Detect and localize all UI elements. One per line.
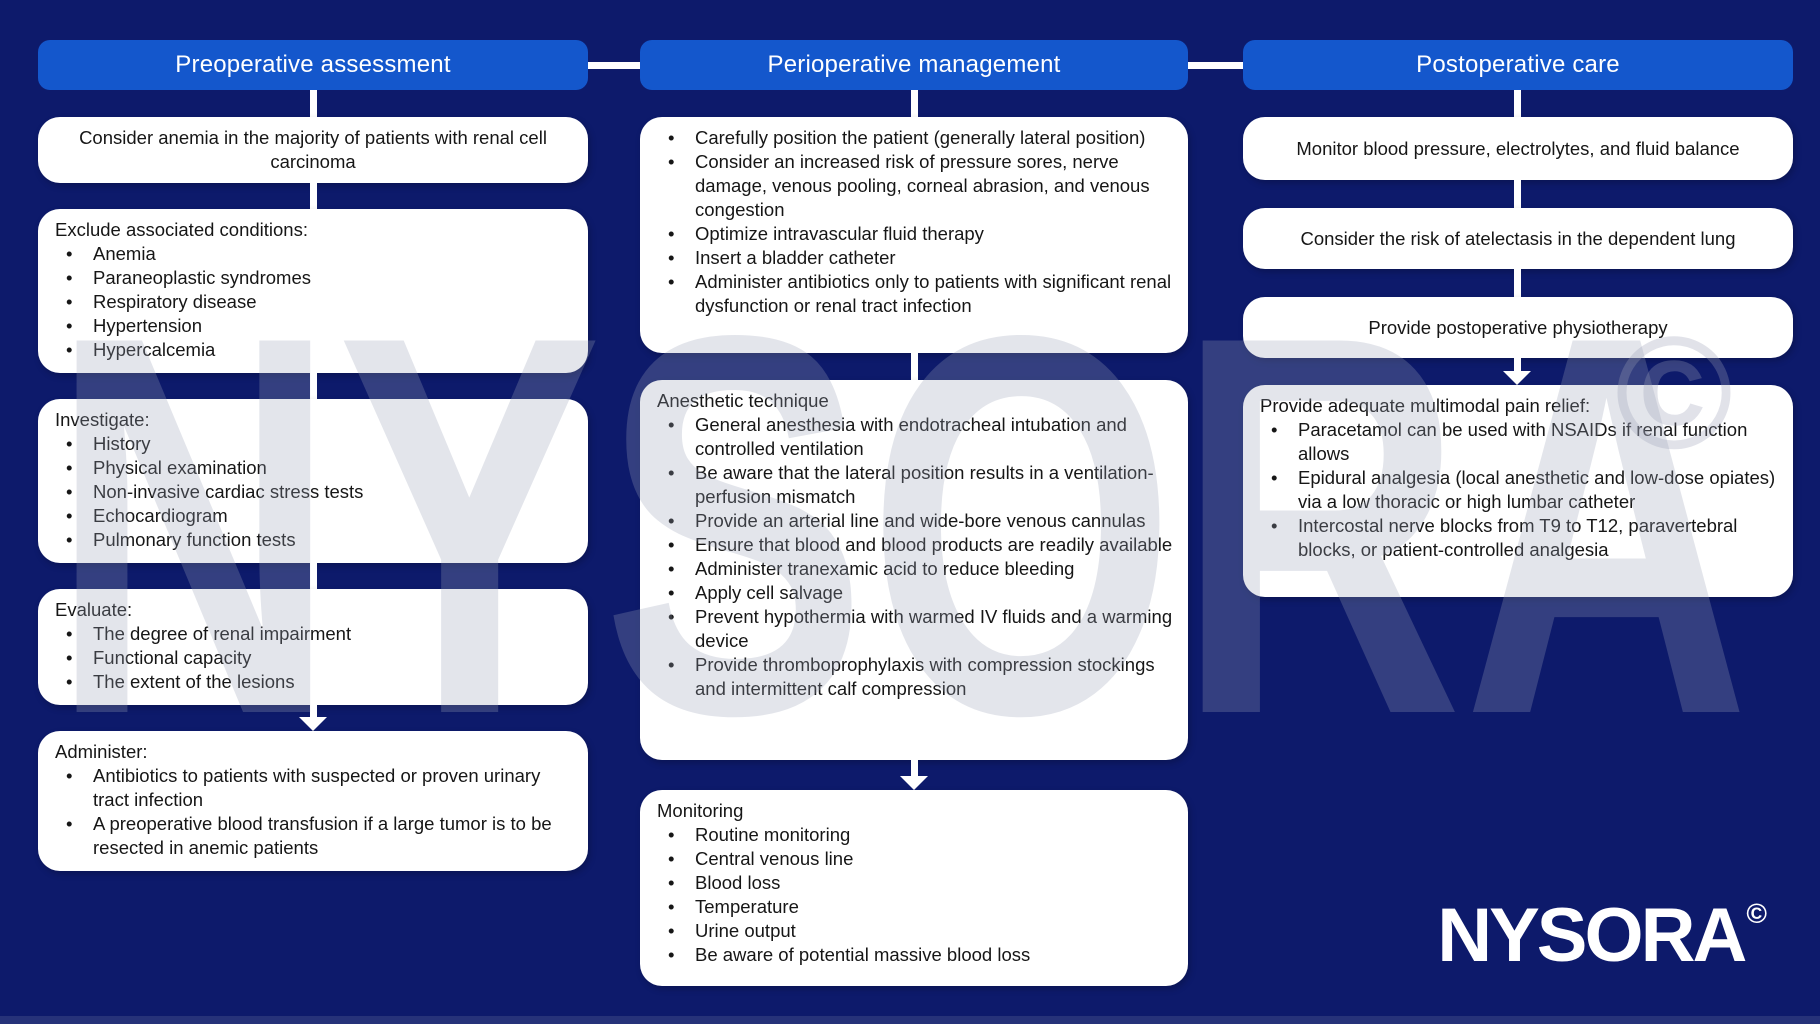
bullet-item: • Central venous line xyxy=(657,847,1174,871)
box-title: Exclude associated conditions: xyxy=(55,219,308,240)
flow-box-evaluate xyxy=(38,589,588,705)
bullet-item: • Anemia xyxy=(55,242,574,266)
bullet-item: • Temperature xyxy=(657,895,1174,919)
bullet-item: • Carefully position the patient (generally lateral position) xyxy=(657,126,1174,150)
connector-line xyxy=(911,353,918,380)
column-header-postoperative-care: Postoperative care xyxy=(1243,40,1793,90)
bullet-item: • Be aware of potential massive blood loss xyxy=(657,943,1174,967)
flow-box-physiotherapy xyxy=(1243,297,1793,358)
bullet-list xyxy=(657,823,1174,967)
flow-box-consider-anemia xyxy=(38,117,588,183)
box-title: Administer: xyxy=(55,741,148,762)
flow-box-administer xyxy=(38,731,588,871)
bullet-item: • Physical examination xyxy=(55,456,574,480)
bullet-item: • Urine output xyxy=(657,919,1174,943)
bullet-item: • Optimize intravascular fluid therapy xyxy=(657,222,1174,246)
bullet-item: • Echocardiogram xyxy=(55,504,574,528)
flow-box-investigate xyxy=(38,399,588,563)
box-title: Investigate: xyxy=(55,409,150,430)
connector-line xyxy=(310,183,317,209)
box-text: Provide postoperative physiotherapy xyxy=(1368,316,1668,338)
bullet-item: • Provide thromboprophylaxis with compression stockings and intermittent calf compression xyxy=(657,653,1174,701)
bullet-item: • Hypertension xyxy=(55,314,574,338)
bullet-list xyxy=(55,764,574,860)
flow-box-exclude-conditions xyxy=(38,209,588,373)
down-arrow-icon xyxy=(1503,371,1531,385)
flow-box-anesthetic-technique xyxy=(640,380,1188,760)
flow-box-positioning xyxy=(640,117,1188,353)
connector-line xyxy=(1514,269,1521,297)
watermark-copyright-icon: © xyxy=(1615,303,1733,482)
connector-line xyxy=(911,90,918,117)
bullet-list xyxy=(55,622,574,694)
connector-line xyxy=(1514,90,1521,117)
flow-box-monitoring xyxy=(640,790,1188,986)
bullet-item: • General anesthesia with endotracheal intubation and controlled ventilation xyxy=(657,413,1174,461)
box-title: Anesthetic technique xyxy=(657,390,829,411)
down-arrow-icon xyxy=(299,717,327,731)
bullet-item: • Hypercalcemia xyxy=(55,338,574,362)
bullet-item: • Paracetamol can be used with NSAIDs if renal function allows xyxy=(1260,418,1779,466)
bullet-item: • Respiratory disease xyxy=(55,290,574,314)
box-text: Consider the risk of atelectasis in the dependent lung xyxy=(1300,227,1736,249)
bullet-list xyxy=(1260,418,1779,562)
bullet-item: • Be aware that the lateral position results in a ventilation-perfusion mismatch xyxy=(657,461,1174,509)
column-header-preoperative-assessment: Preoperative assessment xyxy=(38,40,588,90)
box-text: Consider anemia in the majority of patients with renal cell carcinoma xyxy=(79,127,547,172)
bullet-item: • Functional capacity xyxy=(55,646,574,670)
box-text: Monitor blood pressure, electrolytes, and fluid balance xyxy=(1296,137,1740,159)
header-connector-line xyxy=(1188,62,1243,69)
watermark-text: NYSORA xyxy=(50,224,1750,827)
bullet-item: • Consider an increased risk of pressure sores, nerve damage, venous pooling, corneal abrasion, and venous congestion xyxy=(657,150,1174,222)
flow-box-atelectasis xyxy=(1243,208,1793,269)
bullet-list xyxy=(55,242,574,362)
bullet-item: • Prevent hypothermia with warmed IV fluids and a warming device xyxy=(657,605,1174,653)
down-arrow-icon xyxy=(900,776,928,790)
flow-box-pain-relief xyxy=(1243,385,1793,597)
box-title: Evaluate: xyxy=(55,599,133,620)
nysora-logo xyxy=(1437,893,1767,978)
bullet-item: • Insert a bladder catheter xyxy=(657,246,1174,270)
column-header-perioperative-management: Perioperative management xyxy=(640,40,1188,90)
bullet-item: • Antibiotics to patients with suspected or proven urinary tract infection xyxy=(55,764,574,812)
bullet-list xyxy=(55,432,574,552)
bullet-list xyxy=(657,413,1174,701)
flow-box-monitor-bp xyxy=(1243,117,1793,180)
box-title: Monitoring xyxy=(657,800,744,821)
bullet-item: • Non-invasive cardiac stress tests xyxy=(55,480,574,504)
bullet-item: • Administer tranexamic acid to reduce bleeding xyxy=(657,557,1174,581)
connector-line xyxy=(310,373,317,399)
logo-copyright-icon: © xyxy=(1746,898,1767,929)
bullet-item: • Ensure that blood and blood products are readily available xyxy=(657,533,1174,557)
bullet-item: • Paraneoplastic syndromes xyxy=(55,266,574,290)
header-connector-line xyxy=(588,62,640,69)
connector-line xyxy=(310,90,317,117)
bullet-item: • Routine monitoring xyxy=(657,823,1174,847)
connector-line xyxy=(310,563,317,589)
bullet-item: • The extent of the lesions xyxy=(55,670,574,694)
bullet-item: • Pulmonary function tests xyxy=(55,528,574,552)
connector-line xyxy=(911,760,918,776)
bullet-item: • Blood loss xyxy=(657,871,1174,895)
connector-line xyxy=(1514,180,1521,208)
bullet-item: • Intercostal nerve blocks from T9 to T12, paravertebral blocks, or patient-controlled analgesia xyxy=(1260,514,1779,562)
bullet-item: • Epidural analgesia (local anesthetic and low-dose opiates) via a low thoracic or high lumbar catheter xyxy=(1260,466,1779,514)
bullet-item: • Administer antibiotics only to patients with significant renal dysfunction or renal tract infection xyxy=(657,270,1174,318)
bullet-item: • History xyxy=(55,432,574,456)
bullet-item: • A preoperative blood transfusion if a large tumor is to be resected in anemic patients xyxy=(55,812,574,860)
box-title: Provide adequate multimodal pain relief: xyxy=(1260,395,1591,416)
bullet-item: • Provide an arterial line and wide-bore venous cannulas xyxy=(657,509,1174,533)
bottom-edge-strip xyxy=(0,1016,1820,1024)
connector-line xyxy=(1514,358,1521,372)
bullet-item: • Apply cell salvage xyxy=(657,581,1174,605)
logo-text: NYSORA xyxy=(1437,893,1745,978)
bullet-list xyxy=(657,126,1174,318)
bullet-item: • The degree of renal impairment xyxy=(55,622,574,646)
